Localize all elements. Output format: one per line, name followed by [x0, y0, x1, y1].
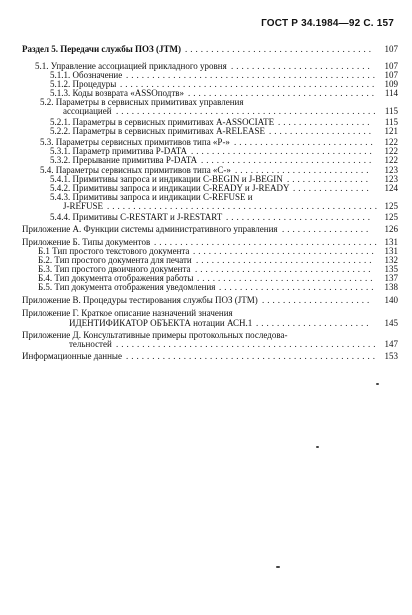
toc-page-number: 121 — [384, 126, 398, 136]
dot-leader: ................ — [287, 174, 371, 184]
dot-leader: .................................................... — [107, 201, 380, 211]
toc-entry-title: 5.4. Параметры сервисных примитивов типа «С-» — [40, 165, 231, 175]
toc-page-number: 137 — [384, 273, 398, 283]
toc-entry-title: Приложение В. Процедуры тестирования службы ПОЗ (JTM) — [22, 295, 258, 305]
dot-leader: ................................................ — [126, 70, 378, 80]
scan-mark — [376, 383, 379, 385]
toc-entry-title: Приложение Б. Типы документов — [22, 237, 151, 247]
dot-leader: ........................... — [234, 137, 376, 147]
toc-page-number: 115 — [384, 117, 398, 127]
dot-leader: .................................................. — [116, 106, 379, 116]
toc-entry-title: тельностей — [69, 339, 112, 349]
dot-leader: .................. — [278, 117, 373, 127]
dot-leader: ................................... — [193, 246, 377, 256]
toc-page-number: 123 — [384, 165, 398, 175]
toc-page-number: 145 — [384, 318, 398, 328]
toc-entry — [0, 155, 412, 165]
dot-leader: ................. — [282, 224, 372, 234]
toc-entry — [0, 308, 412, 318]
toc-page-number: 107 — [384, 70, 398, 80]
toc-page-number: 114 — [384, 88, 398, 98]
toc-page-number: 131 — [384, 246, 398, 256]
dot-leader: ................................................. — [120, 79, 378, 89]
toc-page-number: 107 — [384, 61, 398, 71]
dot-leader: ................................... — [191, 146, 375, 156]
toc-entry-title: Информационные данные — [22, 351, 122, 361]
page-header: ГОСТ Р 34.1984—92 С. 157 — [261, 18, 394, 29]
toc-entry-title: 5.4.3. Примитивы запроса и индикации C-REFUSE и — [50, 192, 253, 202]
dot-leader: .................................................. — [116, 339, 379, 349]
toc-entry-title: Б.3. Тип простого двоичного документа — [38, 264, 191, 274]
toc-entry — [0, 201, 412, 211]
dot-leader: ............... — [293, 183, 372, 193]
dot-leader: ...................... — [256, 318, 372, 328]
toc-entry-title: 5.3.1. Параметр примитива P-DATA — [50, 146, 188, 156]
toc-entry-title: 5.3. Параметры сервисных примитивов типа «Р-» — [40, 137, 230, 147]
toc-entry-title: Приложение Д. Консультативные примеры протокольных последова- — [22, 330, 288, 340]
dot-leader: .......................... — [235, 165, 372, 175]
dot-leader: .............................. — [219, 282, 377, 292]
toc-entry-title: Б.5. Тип документа отображения уведомления — [38, 282, 216, 292]
toc-page-number: 122 — [384, 137, 398, 147]
toc-entry-title: Б.1 Тип простого текстового документа — [38, 246, 190, 256]
dot-leader: .................................... — [185, 44, 374, 54]
toc-entry-title: ассоциацией — [63, 106, 112, 116]
toc-entry-title: 5.4.1. Примитивы запроса и индикации C-BEGIN и J-BEGIN — [50, 174, 283, 184]
toc-page-number: 107 — [384, 44, 398, 54]
toc-entry-title: Б.4. Тип документа отображения работы — [38, 273, 194, 283]
toc-page-number: 123 — [384, 174, 398, 184]
toc-entry — [0, 339, 412, 349]
toc-entry-title: 5.1. Управление ассоциацией прикладного уровня — [35, 61, 227, 71]
dot-leader: .................................. — [196, 255, 375, 265]
toc-page-number: 126 — [384, 224, 398, 234]
scan-mark — [276, 566, 280, 568]
toc-page-number: 125 — [384, 201, 398, 211]
toc-entry-title: 5.1.3. Коды возврата «ASSOподтв» — [50, 88, 185, 98]
toc-entry-title: 5.2.1. Параметры в сервисных примитивах A-ASSOCIATE — [50, 117, 275, 127]
toc-entry — [0, 44, 412, 54]
toc-entry-title: 5.1.2. Процедуры — [50, 79, 117, 89]
toc-page-number: 109 — [384, 79, 398, 89]
toc-entry — [0, 318, 412, 328]
toc-entry-title: 5.4.2. Примитивы запроса и индикации C-READY и J-READY — [50, 183, 290, 193]
dot-leader: .................................... — [188, 88, 377, 98]
toc-entry-title: 5.2.2. Параметры в сервисных примитивах A-RELEASE — [50, 126, 266, 136]
toc-page-number: 122 — [384, 155, 398, 165]
toc-entry-title: ИДЕНТИФИКАТОР ОБЪЕКТА нотации АСН.1 — [69, 318, 253, 328]
toc-entry-title: 5.1.1. Обозначение — [50, 70, 123, 80]
toc-entry-title: Б.2. Тип простого документа для печати — [38, 255, 192, 265]
toc-page-number: 140 — [384, 295, 398, 305]
toc-entry — [0, 106, 412, 116]
toc-entry — [0, 282, 412, 292]
toc-entry — [0, 126, 412, 136]
dot-leader: ................................................ — [126, 351, 378, 361]
dot-leader: ........................... — [231, 61, 373, 71]
toc-entry-title: 5.4.4. Примитивы C-RESTART и J-RESTART — [50, 212, 223, 222]
toc-entry — [0, 295, 412, 305]
toc-page-number: 147 — [384, 339, 398, 349]
toc-entry-title: 5.3.2. Прерывание примитива P-DATA — [50, 155, 198, 165]
dot-leader: .................................. — [195, 264, 374, 274]
dot-leader: ........................................... — [154, 237, 380, 247]
toc-page-number: 115 — [384, 106, 398, 116]
toc-entry-title: J-REFUSE — [63, 201, 104, 211]
toc-entry-title: 5.2. Параметры в сервисных примитивах управления — [40, 97, 244, 107]
toc-entry — [0, 224, 412, 234]
toc-page-number: 125 — [384, 212, 398, 222]
toc-entry-title: Приложение А. Функции системы административного управления — [22, 224, 278, 234]
toc-page-number: 122 — [384, 146, 398, 156]
toc-page-number: 131 — [384, 237, 398, 247]
dot-leader: .................... — [269, 126, 374, 136]
toc-page-number: 153 — [384, 351, 398, 361]
dot-leader: .................................. — [197, 273, 376, 283]
dot-leader: ..................... — [262, 295, 373, 305]
toc-page-number: 124 — [384, 183, 398, 193]
toc-page-number: 135 — [384, 264, 398, 274]
dot-leader: ................................. — [201, 155, 375, 165]
toc-page-number: 132 — [384, 255, 398, 265]
toc-entry — [0, 351, 412, 361]
scan-mark — [316, 446, 319, 448]
toc-page-number: 138 — [384, 282, 398, 292]
toc-entry-title: Приложение Г. Краткое описание назначений значения — [22, 308, 233, 318]
dot-leader: ............................ — [226, 212, 373, 222]
toc-entry-title: Раздел 5. Передачи службы ПОЗ (JTM) — [22, 44, 181, 54]
toc-entry — [0, 212, 412, 222]
